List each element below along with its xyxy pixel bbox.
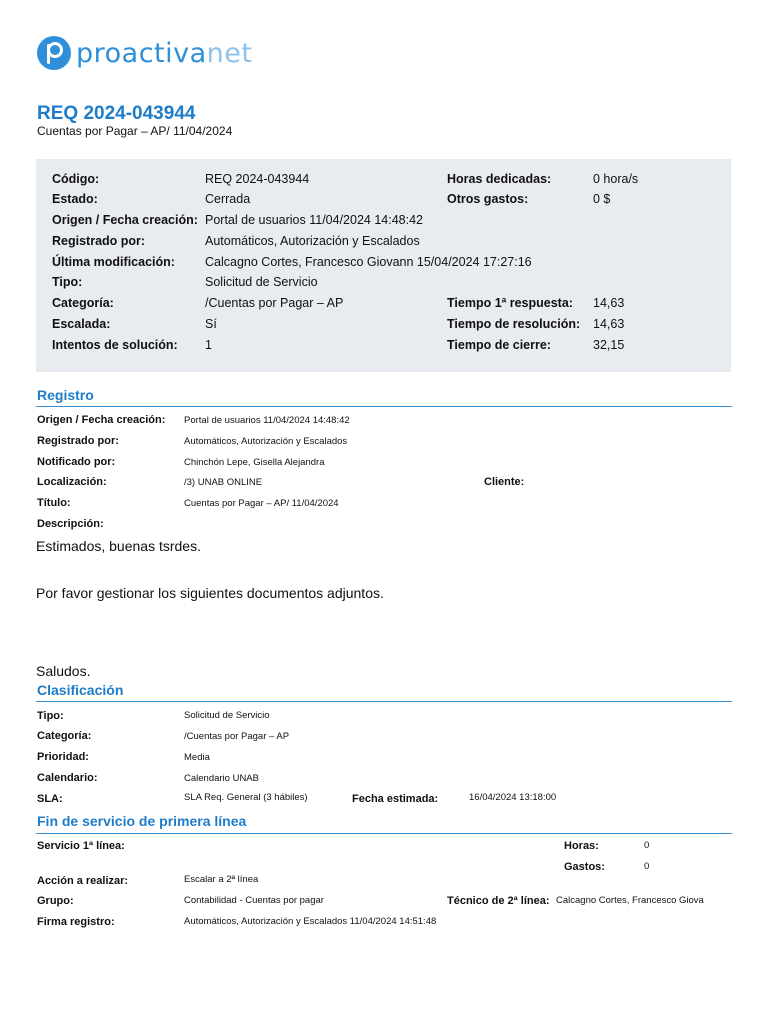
fin-gastos-label: Gastos: xyxy=(564,861,605,873)
accion-label: Acción a realizar: xyxy=(37,875,129,887)
accion-value: Escalar a 2ª línea xyxy=(184,874,259,885)
brand-name-suffix: net xyxy=(206,37,253,69)
proactivanet-logo-icon xyxy=(36,35,72,71)
fin-horas-label: Horas: xyxy=(564,840,599,852)
tipo-value: Solicitud de Servicio xyxy=(205,275,318,289)
otros-gastos-value: 0 $ xyxy=(593,192,611,206)
ultima-modificacion-label: Última modificación: xyxy=(52,255,175,269)
clasificacion-fecha-label: Fecha estimada: xyxy=(352,793,439,805)
registro-localizacion-label: Localización: xyxy=(37,476,107,488)
summary-panel xyxy=(36,159,731,372)
horas-dedicadas-value: 0 hora/s xyxy=(593,172,639,186)
tiempo-cierre-label: Tiempo de cierre: xyxy=(447,338,551,352)
registro-titulo-label: Título: xyxy=(37,497,71,509)
clasificacion-section-title: Clasificación xyxy=(37,682,124,698)
ultima-modificacion-value: Calcagno Cortes, Francesco Giovann 15/04/2024 17:27:16 xyxy=(205,255,532,269)
registro-origen-value: Portal de usuarios 11/04/2024 14:48:42 xyxy=(184,415,350,426)
clasificacion-sla-label: SLA: xyxy=(37,793,63,805)
descripcion-line-3: Saludos. xyxy=(36,663,91,679)
proactivanet-logo xyxy=(36,34,252,72)
clasificacion-sla-value: SLA Req. General (3 hábiles) xyxy=(184,792,308,803)
request-subtitle: Cuentas por Pagar – AP/ 11/04/2024 xyxy=(37,124,233,138)
tecnico-label: Técnico de 2ª línea: xyxy=(447,895,550,907)
brand-name xyxy=(76,38,252,69)
registrado-label: Registrado por: xyxy=(52,234,146,248)
categoria-value: /Cuentas por Pagar – AP xyxy=(205,296,344,310)
registro-cliente-label: Cliente: xyxy=(484,476,525,488)
origen-label: Origen / Fecha creación: xyxy=(52,213,198,227)
otros-gastos-label: Otros gastos: xyxy=(447,192,529,206)
clasificacion-prioridad-label: Prioridad: xyxy=(37,751,89,763)
firma-value: Automáticos, Autorización y Escalados 11/04/2024 14:51:48 xyxy=(184,916,437,927)
clasificacion-calendario-label: Calendario: xyxy=(37,772,98,784)
tiempo-resolucion-label: Tiempo de resolución: xyxy=(447,317,581,331)
descripcion-line-2: Por favor gestionar los siguientes documentos adjuntos. xyxy=(36,585,384,601)
clasificacion-fecha-value: 16/04/2024 13:18:00 xyxy=(469,792,557,803)
tiempo-respuesta-value: 14,63 xyxy=(593,296,625,310)
registro-origen-label: Origen / Fecha creación: xyxy=(37,414,166,426)
registro-titulo-value: Cuentas por Pagar – AP/ 11/04/2024 xyxy=(184,498,339,509)
escalada-label: Escalada: xyxy=(52,317,111,331)
codigo-value: REQ 2024-043944 xyxy=(205,172,310,186)
intentos-value: 1 xyxy=(205,338,212,352)
tipo-label: Tipo: xyxy=(52,275,83,289)
registro-section-title: Registro xyxy=(37,387,94,403)
tiempo-resolucion-value: 14,63 xyxy=(593,317,625,331)
categoria-label: Categoría: xyxy=(52,296,114,310)
registro-descripcion-label: Descripción: xyxy=(37,518,104,530)
intentos-label: Intentos de solución: xyxy=(52,338,178,352)
brand-name-main: proactiva xyxy=(76,37,207,69)
codigo-label: Código: xyxy=(52,172,100,186)
clasificacion-divider xyxy=(36,701,732,702)
clasificacion-categoria-value: /Cuentas por Pagar – AP xyxy=(184,731,290,742)
descripcion-line-1: Estimados, buenas tsrdes. xyxy=(36,538,201,554)
tiempo-cierre-value: 32,15 xyxy=(593,338,625,352)
clasificacion-categoria-label: Categoría: xyxy=(37,730,92,742)
tiempo-respuesta-label: Tiempo 1ª respuesta: xyxy=(447,296,573,310)
tecnico-value: Calcagno Cortes, Francesco Giova xyxy=(556,895,704,906)
fin-gastos-value: 0 xyxy=(644,861,650,872)
servicio-primera-linea-label: Servicio 1ª línea: xyxy=(37,840,125,852)
fin-servicio-section-title: Fin de servicio de primera línea xyxy=(37,813,247,829)
clasificacion-prioridad-value: Media xyxy=(184,752,210,763)
origen-value: Portal de usuarios 11/04/2024 14:48:42 xyxy=(205,213,423,227)
fin-horas-value: 0 xyxy=(644,840,650,851)
registro-registrado-label: Registrado por: xyxy=(37,435,119,447)
fin-servicio-divider xyxy=(36,833,732,834)
registro-notificado-label: Notificado por: xyxy=(37,456,116,468)
clasificacion-tipo-value: Solicitud de Servicio xyxy=(184,710,270,721)
firma-label: Firma registro: xyxy=(37,916,115,928)
registro-registrado-value: Automáticos, Autorización y Escalados xyxy=(184,436,348,447)
registro-divider xyxy=(36,406,732,407)
clasificacion-calendario-value: Calendario UNAB xyxy=(184,773,259,784)
grupo-label: Grupo: xyxy=(37,895,74,907)
request-title: REQ 2024-043944 xyxy=(37,103,196,124)
registro-notificado-value: Chinchón Lepe, Gisella Alejandra xyxy=(184,457,325,468)
estado-value: Cerrada xyxy=(205,192,251,206)
grupo-value: Contabilidad - Cuentas por pagar xyxy=(184,895,324,906)
registrado-value: Automáticos, Autorización y Escalados xyxy=(205,234,420,248)
horas-dedicadas-label: Horas dedicadas: xyxy=(447,172,552,186)
estado-label: Estado: xyxy=(52,192,98,206)
clasificacion-tipo-label: Tipo: xyxy=(37,710,64,722)
escalada-value: Sí xyxy=(205,317,217,331)
registro-localizacion-value: /3) UNAB ONLINE xyxy=(184,477,263,488)
